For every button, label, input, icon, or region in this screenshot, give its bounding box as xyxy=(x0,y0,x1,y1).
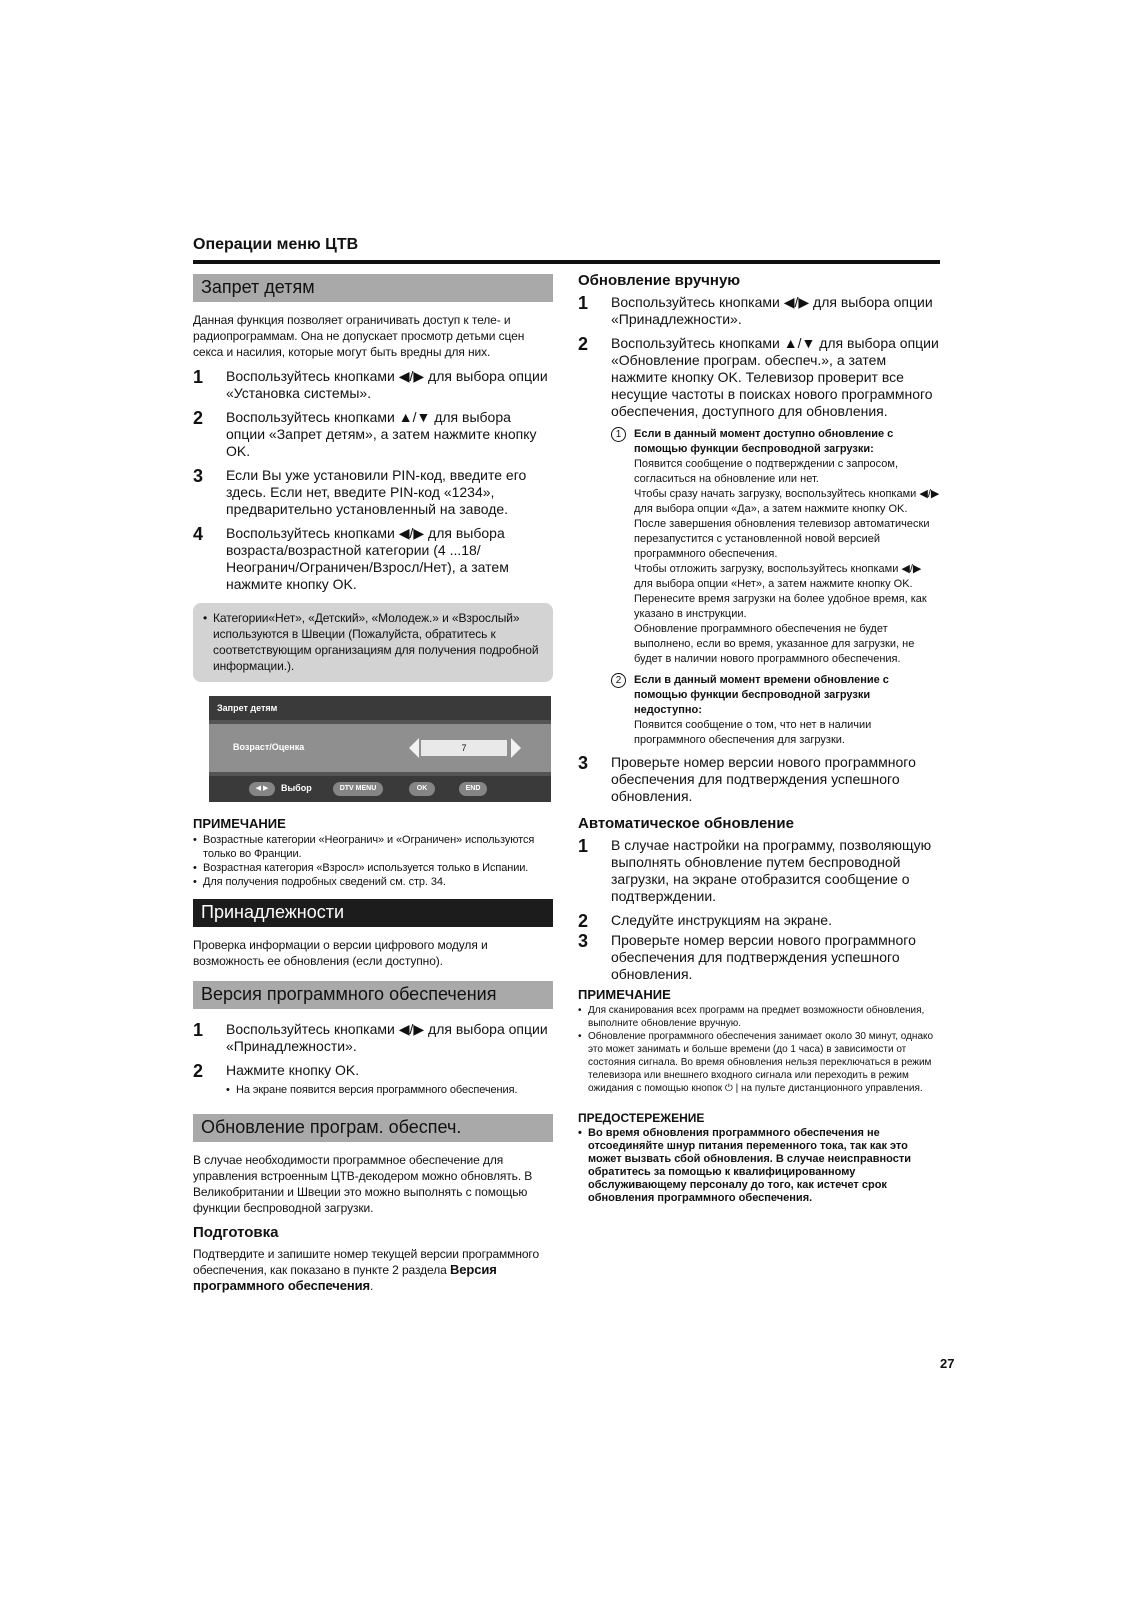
step-number: 4 xyxy=(193,524,204,544)
parental-lock-steps xyxy=(193,368,553,593)
software-version-steps xyxy=(193,1021,553,1080)
arrow-left-icon xyxy=(409,738,419,758)
auto-update-heading: Автоматическое обновление xyxy=(578,815,794,832)
step xyxy=(193,1062,553,1080)
note-text: Обновление программного обеспечения занимает около 30 минут, однако это может занимать и больше времени (до 1 часа) в зависимости от состояния сигнала. Во время обновления нельзя переключаться в режим телевизора или внешнего входного сигнала или переходить в режим ожидания с помощью кнопок ⏻ | на пульте дистанционного управления. xyxy=(588,1031,934,1094)
case-title: Если в данный момент доступно обновление с помощью функции беспроводной загрузки: xyxy=(634,428,894,455)
menu-row-value: 7 xyxy=(421,740,507,756)
bullet-icon: • xyxy=(578,1031,582,1042)
case-content xyxy=(634,427,940,667)
bullet-item xyxy=(203,610,543,674)
step-text: Воспользуйтесь кнопками ◀/▶ для выбора возраста/возрастной категории (4 ...18/ Неогранич/Ограничен/Взросл/Нет), а затем нажмите кнопку OK. xyxy=(226,525,509,592)
step-number: 2 xyxy=(193,1061,204,1081)
warning-text: Во время обновления программного обеспечения не отсоединяйте шнур питания переменного тока, так как это может вызвать сбой обновления. В случае неисправности обратитесь за помощью к квалифицированному обслуживающему персоналу до того, как истечет срок обновления программного обеспечения. xyxy=(588,1127,912,1204)
note-item xyxy=(578,1030,940,1095)
arrow-right-icon xyxy=(511,738,521,758)
note-item xyxy=(193,861,553,875)
section-title-software-version: Версия программного обеспечения xyxy=(193,981,553,1009)
step-text: Воспользуйтесь кнопками ◀/▶ для выбора опции «Установка системы». xyxy=(226,368,548,401)
note-text: Для получения подробных сведений см. стр. 34. xyxy=(203,876,446,888)
step-number: 3 xyxy=(578,931,589,951)
note-list xyxy=(578,1004,940,1095)
step xyxy=(578,912,940,930)
step-text: Воспользуйтесь кнопками ▲/▼ для выбора опции «Обновление програм. обеспеч.», а затем нажмите кнопку OK. Телевизор проверит все несущие частоты в поисках нового программного обеспечения, доступного для обновления. xyxy=(611,335,939,419)
step-number: 3 xyxy=(193,466,204,486)
bullet-icon: • xyxy=(578,1005,582,1016)
bullet-icon: • xyxy=(193,834,197,846)
bullet-icon: • xyxy=(203,611,208,625)
warning-heading: ПРЕДОСТЕРЕЖЕНИЕ xyxy=(578,1111,705,1125)
menu-title: Запрет детям xyxy=(209,696,551,720)
menu-row-label: Возраст/Оценка xyxy=(233,742,305,752)
info-box-text: Категории«Нет», «Детский», «Молодеж.» и «Взрослый» используются в Швеции (Пожалуйста, обратитесь к соответствующим организациям для получения подробной информации.). xyxy=(213,611,539,673)
note-item xyxy=(193,875,553,889)
tv-menu-screenshot xyxy=(209,696,551,802)
step-text: Следуйте инструкциям на экране. xyxy=(611,912,832,928)
auto-update-steps xyxy=(578,837,940,983)
case-text: Появится сообщение о том, что нет в наличии программного обеспечения для загрузки. xyxy=(634,719,872,746)
manual-update-heading: Обновление вручную xyxy=(578,272,741,289)
step-text: Воспользуйтесь кнопками ◀/▶ для выбора опции «Принадлежности». xyxy=(611,294,933,327)
step-number: 2 xyxy=(578,911,589,931)
left-right-button-icon: ◀ ▶ xyxy=(249,782,275,796)
step-number: 1 xyxy=(193,1020,204,1040)
case-unavailable xyxy=(611,673,940,748)
warning-item xyxy=(578,1127,940,1205)
step xyxy=(193,409,553,460)
preparation-end: . xyxy=(369,1279,374,1293)
header-rule xyxy=(193,260,940,264)
step xyxy=(578,335,940,420)
section-title-software-update: Обновление програм. обеспеч. xyxy=(193,1114,553,1142)
section-title-accessories: Принадлежности xyxy=(193,899,553,927)
case-text: Обновление программного обеспечения не будет выполнено, если во время, указанное для загрузки, не будет в наличии нового программного обеспечения. xyxy=(634,623,915,665)
note-list xyxy=(193,833,553,889)
left-column xyxy=(193,274,553,1294)
case-content xyxy=(634,673,940,748)
step xyxy=(193,467,553,518)
step xyxy=(193,525,553,593)
end-button: END xyxy=(459,782,487,796)
circled-number-icon: 2 xyxy=(611,673,626,688)
step xyxy=(578,932,940,983)
bullet-icon: • xyxy=(193,876,197,888)
step-number: 3 xyxy=(578,753,589,773)
preparation-reference: Версия программного обеспечения xyxy=(193,1262,497,1293)
step xyxy=(193,368,553,402)
parental-lock-intro: Данная функция позволяет ограничивать доступ к теле- и радиопрограммам. Она не допускает просмотр детьми сцен секса и насилия, которые могут быть вредны для них. xyxy=(193,313,525,359)
bullet-item xyxy=(226,1082,553,1098)
case-text: Появится сообщение о подтверждении с запросом, согласиться на обновление или нет. xyxy=(634,458,898,485)
select-label: Выбор xyxy=(281,783,312,793)
step-text: В случае настройки на программу, позволяющую выполнять обновление путем беспроводной загрузки, на экране отобразится сообщение о подтверждении. xyxy=(611,837,932,904)
bullet-icon: • xyxy=(578,1127,582,1139)
note-text: Для сканирования всех программ на предмет возможности обновления, выполните обновление вручную. xyxy=(588,1005,925,1029)
step xyxy=(578,294,940,328)
case-title: Если в данный момент времени обновление с помощью функции беспроводной загрузки недоступно: xyxy=(634,674,889,716)
section-title-parental-lock: Запрет детям xyxy=(193,274,553,302)
bullet-icon: • xyxy=(193,862,197,874)
right-column xyxy=(578,272,940,1205)
ok-button: OK xyxy=(409,782,435,796)
page-header-title: Операции меню ЦТВ xyxy=(193,236,359,253)
case-text: Чтобы отложить загрузку, воспользуйтесь кнопками ◀/▶ для выбора опции «Нет», а затем нажмите кнопку OK. Перенесите время загрузки на более удобное время, как указано в инструкции. xyxy=(634,563,927,620)
step xyxy=(578,837,940,905)
note-text: Возрастная категория «Взросл» используется только в Испании. xyxy=(203,862,529,874)
page-number: 27 xyxy=(940,1356,955,1371)
note-item xyxy=(193,833,553,861)
preparation-heading: Подготовка xyxy=(193,1224,279,1241)
note-heading: ПРИМЕЧАНИЕ xyxy=(578,987,671,1002)
preparation-text xyxy=(193,1246,553,1294)
note-heading: ПРИМЕЧАНИЕ xyxy=(193,816,286,831)
preparation-body: Подтвердите и запишите номер текущей версии программного обеспечения, как показано в пункте 2 раздела xyxy=(193,1247,540,1277)
step-number: 2 xyxy=(578,334,589,354)
note-text: Возрастные категории «Неогранич» и «Ограничен» используются только во Франции. xyxy=(203,834,535,860)
info-box xyxy=(193,603,553,682)
step-number: 1 xyxy=(193,367,204,387)
step-text: Воспользуйтесь кнопками ▲/▼ для выбора опции «Запрет детям», а затем нажмите кнопку OK. xyxy=(226,409,537,459)
step xyxy=(578,754,940,805)
step-text: Нажмите кнопку OK. xyxy=(226,1062,360,1078)
step-number: 2 xyxy=(193,408,204,428)
step-text: Воспользуйтесь кнопками ◀/▶ для выбора опции «Принадлежности». xyxy=(226,1021,548,1054)
step-number: 1 xyxy=(578,836,589,856)
menu-footer xyxy=(209,776,551,802)
step-text: Если Вы уже установили PIN-код, введите его здесь. Если нет, введите PIN-код «1234», предварительно установленный на заводе. xyxy=(226,467,527,517)
step-text: Проверьте номер версии нового программного обеспечения для подтверждения успешного обновления. xyxy=(611,932,916,982)
dtv-menu-button: DTV MENU xyxy=(333,782,383,796)
note-item xyxy=(578,1004,940,1030)
case-available xyxy=(611,427,940,667)
step-number: 1 xyxy=(578,293,589,313)
software-update-intro: В случае необходимости программное обеспечение для управления встроенным ЦТВ-декодером можно обновлять. В Великобритании и Швеции это можно выполнять с помощью функции беспроводной загрузки. xyxy=(193,1153,533,1215)
manual-update-steps xyxy=(578,294,940,420)
step-text: Проверьте номер версии нового программного обеспечения для подтверждения успешного обновления. xyxy=(611,754,916,804)
circled-number-icon: 1 xyxy=(611,427,626,442)
bullet-text: На экране появится версия программного обеспечения. xyxy=(236,1084,518,1096)
menu-row-age-rating xyxy=(209,724,551,772)
bullet-icon: • xyxy=(226,1084,230,1096)
case-text: Чтобы сразу начать загрузку, воспользуйтесь кнопками ◀/▶ для выбора опции «Да», а затем нажмите кнопку OK. После завершения обновления телевизор автоматически перезапустится с установленной новой версией программного обеспечения. xyxy=(634,488,940,560)
manual-update-final-step xyxy=(578,754,940,805)
accessories-intro: Проверка информации о версии цифрового модуля и возможность ее обновления (если доступно). xyxy=(193,938,488,968)
step xyxy=(193,1021,553,1055)
